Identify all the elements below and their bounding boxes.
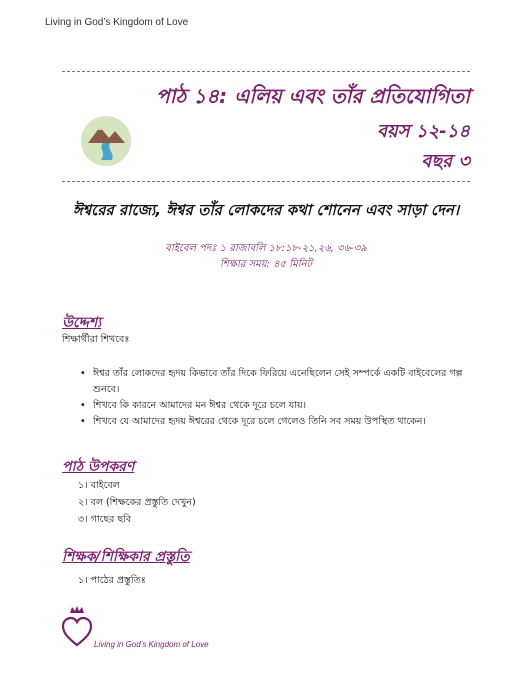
- list-item: ১। বাইবেল: [78, 480, 120, 491]
- objectives-heading: উদ্দেশ্য: [62, 315, 102, 331]
- mountain-river-icon: [81, 116, 131, 166]
- crown-heart-icon: [60, 605, 94, 649]
- objectives-intro: শিক্ষার্থীরা শিখবেঃ: [62, 334, 130, 345]
- page-header: Living in God’s Kingdom of Love: [45, 17, 189, 28]
- objectives-list: [80, 366, 480, 430]
- divider-bottom: [62, 181, 470, 182]
- lesson-duration: শিক্ষার সময়: ৪৫ মিনিট: [220, 259, 312, 270]
- footer-text: Living in God’s Kingdom of Love: [94, 640, 209, 649]
- list-item: • শিখবে কি কারনে আমাদের মন ঈশ্বর থেকে দূরে চলে যায়।: [80, 398, 480, 414]
- materials-list: [78, 477, 196, 528]
- list-item: • শিখবে যে আমাদের হৃদয় ঈশ্বরের থেকে দূরে চলে গেলেও তিনি সব সময় উপস্থিত থাকেন।: [80, 414, 480, 430]
- lesson-title: পাঠ ১৪: এলিয় এবং তাঁর প্রতিযোগিতা: [156, 84, 470, 108]
- lesson-theme: ঈশ্বরের রাজ্যে, ঈশ্বর তাঁর লোকদের কথা শোনেন এবং সাড়া দেন।: [72, 201, 460, 219]
- list-item: ১। পাঠের প্রস্তুতিঃ: [78, 575, 146, 586]
- list-item: • ঈশ্বর তাঁর লোকদের হৃদয় কিভাবে তাঁর দিকে ফিরিয়ে এনেছিলেন সেই সম্পর্কে একটি বাইবেলের গল্প শুনবে।: [80, 366, 480, 398]
- preparation-heading: শিক্ষক/শিক্ষিকার প্রস্তুতি: [62, 549, 190, 565]
- lesson-age-range: বয়স ১২-১৪: [377, 121, 470, 142]
- lesson-year: বছর ৩: [421, 151, 470, 172]
- materials-heading: পাঠ উপকরণ: [62, 459, 135, 475]
- scripture-reference: বাইবেল পদঃ ১ রাজাবলি ১৮:১৮-২১,২৬, ৩৬-৩৯: [165, 243, 367, 254]
- divider-top: [62, 71, 470, 72]
- list-item: ২। বল (শিক্ষকের প্রস্তুতি দেখুন): [78, 497, 196, 508]
- list-item: ৩। গাছের ছবি: [78, 514, 132, 525]
